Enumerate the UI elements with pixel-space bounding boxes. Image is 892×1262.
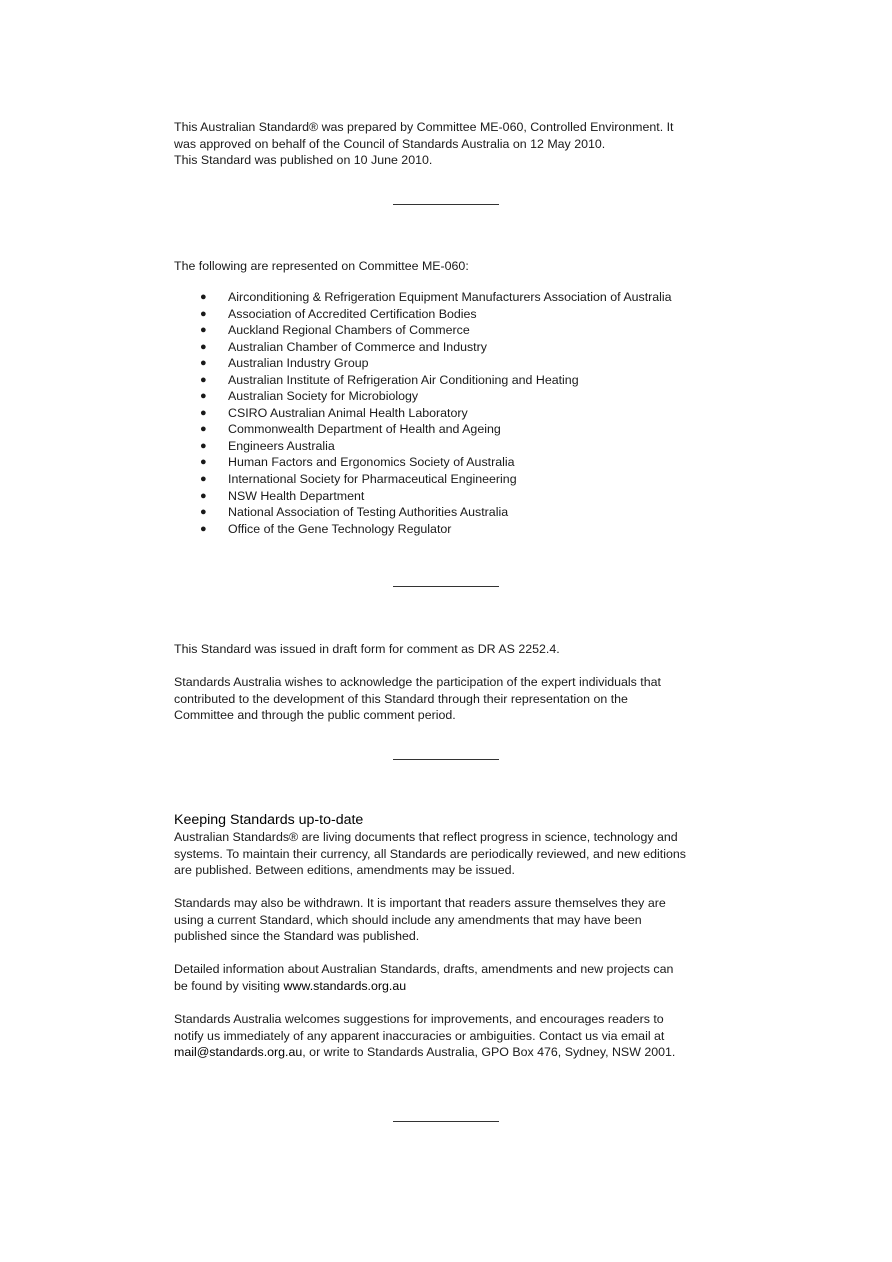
list-item: ● Australian Industry Group <box>200 356 369 371</box>
list-item: ● Commonwealth Department of Health and Ageing <box>200 422 501 437</box>
bullet-icon: ● <box>200 324 207 337</box>
website-link[interactable]: www.standards.org.au <box>283 978 407 993</box>
list-item: ● Association of Accredited Certification Bodies <box>200 306 477 321</box>
bullet-icon: ● <box>200 291 207 303</box>
list-item: ● Office of the Gene Technology Regulator <box>200 521 452 536</box>
bullet-icon: ● <box>200 307 207 320</box>
list-item: ● Australian Chamber of Commerce and Industry <box>200 339 487 354</box>
information-paragraph: Detailed information about Australian Standards, drafts, amendments and new projects can be found by visiting www.standards.org.au <box>174 962 674 993</box>
living-documents-paragraph: Australian Standards® are living documents that reflect progress in science, technology and systems. To maintain their currency, all Standards are periodically reviewed, and new editions are published. Between editions, amendments may be issued. <box>174 830 686 878</box>
list-item: ● Australian Institute of Refrigeration Air Conditioning and Heating <box>200 372 579 387</box>
contact-paragraph: Standards Australia welcomes suggestions for improvements, and encourages readers to notify us immediately of any apparent inaccuracies or ambiguities. Contact us via email at mail@standards.org.au, or write to Standards Australia, GPO Box 476, Sydney, NSW 2001. <box>174 1012 676 1060</box>
committee-member-list <box>174 289 672 537</box>
list-item: ● National Association of Testing Authorities Australia <box>200 505 509 520</box>
bullet-icon: ● <box>200 439 207 452</box>
list-item: ● International Society for Pharmaceutical Engineering <box>200 472 517 487</box>
bullet-icon: ● <box>200 456 207 469</box>
section-heading: Keeping Standards up-to-date <box>174 812 364 828</box>
bullet-icon: ● <box>200 390 207 403</box>
bullet-icon: ● <box>200 489 207 502</box>
email-link[interactable]: mail@standards.org.au <box>174 1045 303 1060</box>
bullet-icon: ● <box>200 406 207 419</box>
draft-issued-text: This Standard was issued in draft form for comment as DR AS 2252.4. <box>174 642 560 656</box>
list-item: ● NSW Health Department <box>200 488 365 503</box>
list-item: ● Auckland Regional Chambers of Commerce <box>200 323 470 338</box>
acknowledgement-paragraph: Standards Australia wishes to acknowledge the participation of the expert individuals that contributed to the development of this Standard through their representation on the Committee and through the public comment period. <box>174 675 661 723</box>
bullet-icon: ● <box>200 357 207 370</box>
bullet-icon: ● <box>200 373 207 386</box>
bullet-icon: ● <box>200 506 207 519</box>
list-item: ● Australian Society for Microbiology <box>200 389 419 404</box>
list-item: ● Airconditioning & Refrigeration Equipment Manufacturers Association of Australia <box>200 290 672 304</box>
committee-intro: The following are represented on Committee ME-060: <box>174 259 469 273</box>
withdrawn-paragraph: Standards may also be withdrawn. It is important that readers assure themselves they are using a current Standard, which should include any amendments that may have been published since the Standard was published. <box>174 896 666 944</box>
bullet-icon: ● <box>200 340 207 353</box>
intro-line-3: This Standard was published on 10 June 2010. <box>174 153 433 168</box>
divider-rule <box>393 1121 499 1122</box>
intro-line-2: was approved on behalf of the Council of Standards Australia on 12 May 2010. <box>174 136 606 151</box>
list-item: ● Human Factors and Ergonomics Society of Australia <box>200 455 515 470</box>
list-item: ● Engineers Australia <box>200 438 335 453</box>
bullet-icon: ● <box>200 473 207 486</box>
divider-rule <box>393 204 499 205</box>
intro-line-1: This Australian Standard® was prepared by Committee ME-060, Controlled Environment. It <box>174 120 674 134</box>
divider-rule <box>393 586 499 587</box>
bullet-icon: ● <box>200 423 207 436</box>
bullet-icon: ● <box>200 522 207 535</box>
list-item: ● CSIRO Australian Animal Health Laboratory <box>200 405 468 420</box>
intro-paragraph <box>174 119 734 169</box>
divider-rule <box>393 759 499 760</box>
